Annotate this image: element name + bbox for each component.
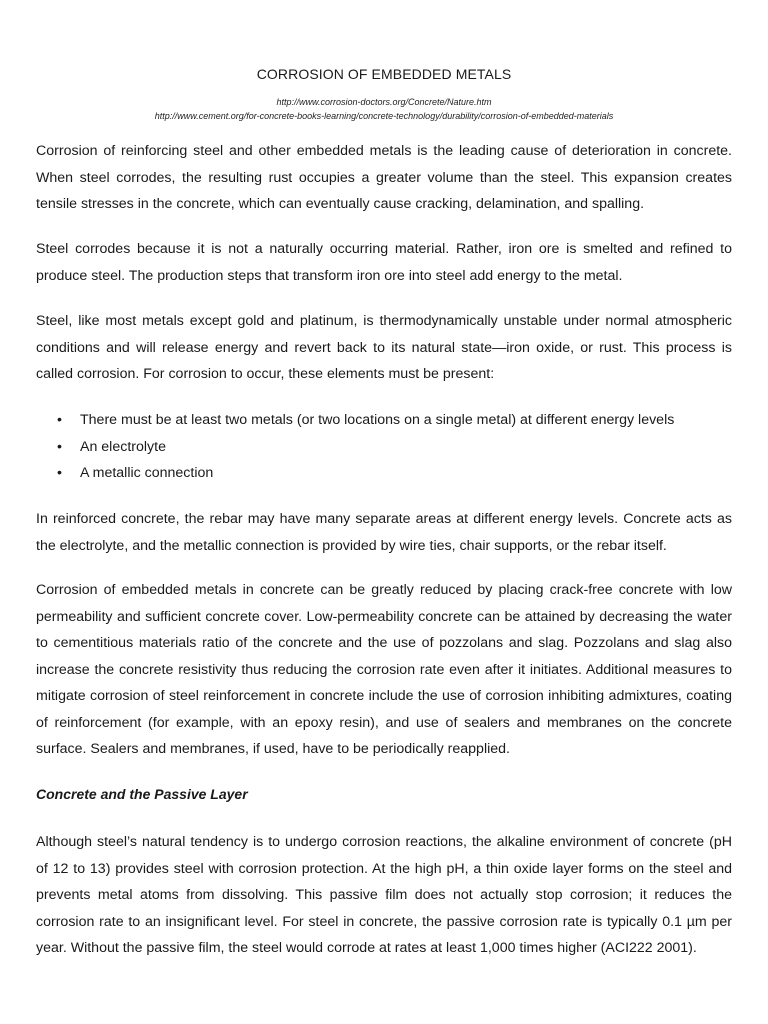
bullet-icon: • (57, 412, 62, 428)
list-item (36, 434, 732, 461)
bullet-icon: • (57, 465, 62, 481)
paragraph-6: Although steel’s natural tendency is to undergo corrosion reactions, the alkaline environment of concrete (pH of 12 to 13) provides steel with corrosion protection. At the high pH, a thin oxide layer forms on the steel and prevents metal atoms from dissolving. This passive film does not actually stop corrosion; it reduces the corrosion rate to an insignificant level. For steel in concrete, the passive corrosion rate is typically 0.1 µm per year. Without the passive film, the steel would corrode at rates at least 1,000 times higher (ACI222 2001). (36, 834, 732, 956)
corrosion-requirements-list (36, 407, 732, 487)
list-item-text: There must be at least two metals (or two locations on a single metal) at different energy levels (80, 412, 675, 428)
paragraph-1: Corrosion of reinforcing steel and other embedded metals is the leading cause of deterioration in concrete. When steel corrodes, the resulting rust occupies a greater volume than the steel. This expansion creates tensile stresses in the concrete, which can eventually cause cracking, delamination, and spalling. (36, 143, 732, 212)
paragraph-5: Corrosion of embedded metals in concrete can be greatly reduced by placing crack-free concrete with low permeability and sufficient concrete cover. Low-permeability concrete can be attained by decreasing the water to cementitious materials ratio of the concrete and the use of pozzolans and slag. Pozzolans and slag also increase the concrete resistivity thus reducing the corrosion rate even after it initiates. Additional measures to mitigate corrosion of steel reinforcement in concrete include the use of corrosion inhibiting admixtures, coating of reinforcement (for example, with an epoxy resin), and use of sealers and membranes on the concrete surface. Sealers and membranes, if used, have to be periodically reapplied. (36, 582, 732, 757)
bullet-icon: • (57, 438, 62, 455)
document-title: CORROSION OF EMBEDDED METALS (256, 66, 512, 82)
source-url-2: http://www.cement.org/for-concrete-books-learning/concrete-technology/durability/corrosion-of-embedded-materials (154, 111, 614, 121)
list-item (36, 460, 732, 487)
list-item-text: An electrolyte (80, 438, 166, 455)
paragraph-2: Steel corrodes because it is not a naturally occurring material. Rather, iron ore is smelted and refined to produce steel. The production steps that transform iron ore into steel add energy to the metal. (36, 241, 732, 284)
source-url-1: http://www.corrosion-doctors.org/Concrete/Nature.htm (276, 97, 492, 107)
paragraph-4: In reinforced concrete, the rebar may have many separate areas at different energy levels. Concrete acts as the electrolyte, and the metallic connection is provided by wire ties, chair supports, or the rebar itself. (36, 511, 732, 554)
section-heading: Concrete and the Passive Layer (36, 786, 248, 802)
paragraph-3: Steel, like most metals except gold and platinum, is thermodynamically unstable under normal atmospheric conditions and will release energy and revert back to its natural state—iron oxide, or rust. This process is called corrosion. For corrosion to occur, these elements must be present: (36, 313, 732, 382)
list-item-text: A metallic connection (80, 465, 214, 481)
list-item (36, 407, 732, 434)
